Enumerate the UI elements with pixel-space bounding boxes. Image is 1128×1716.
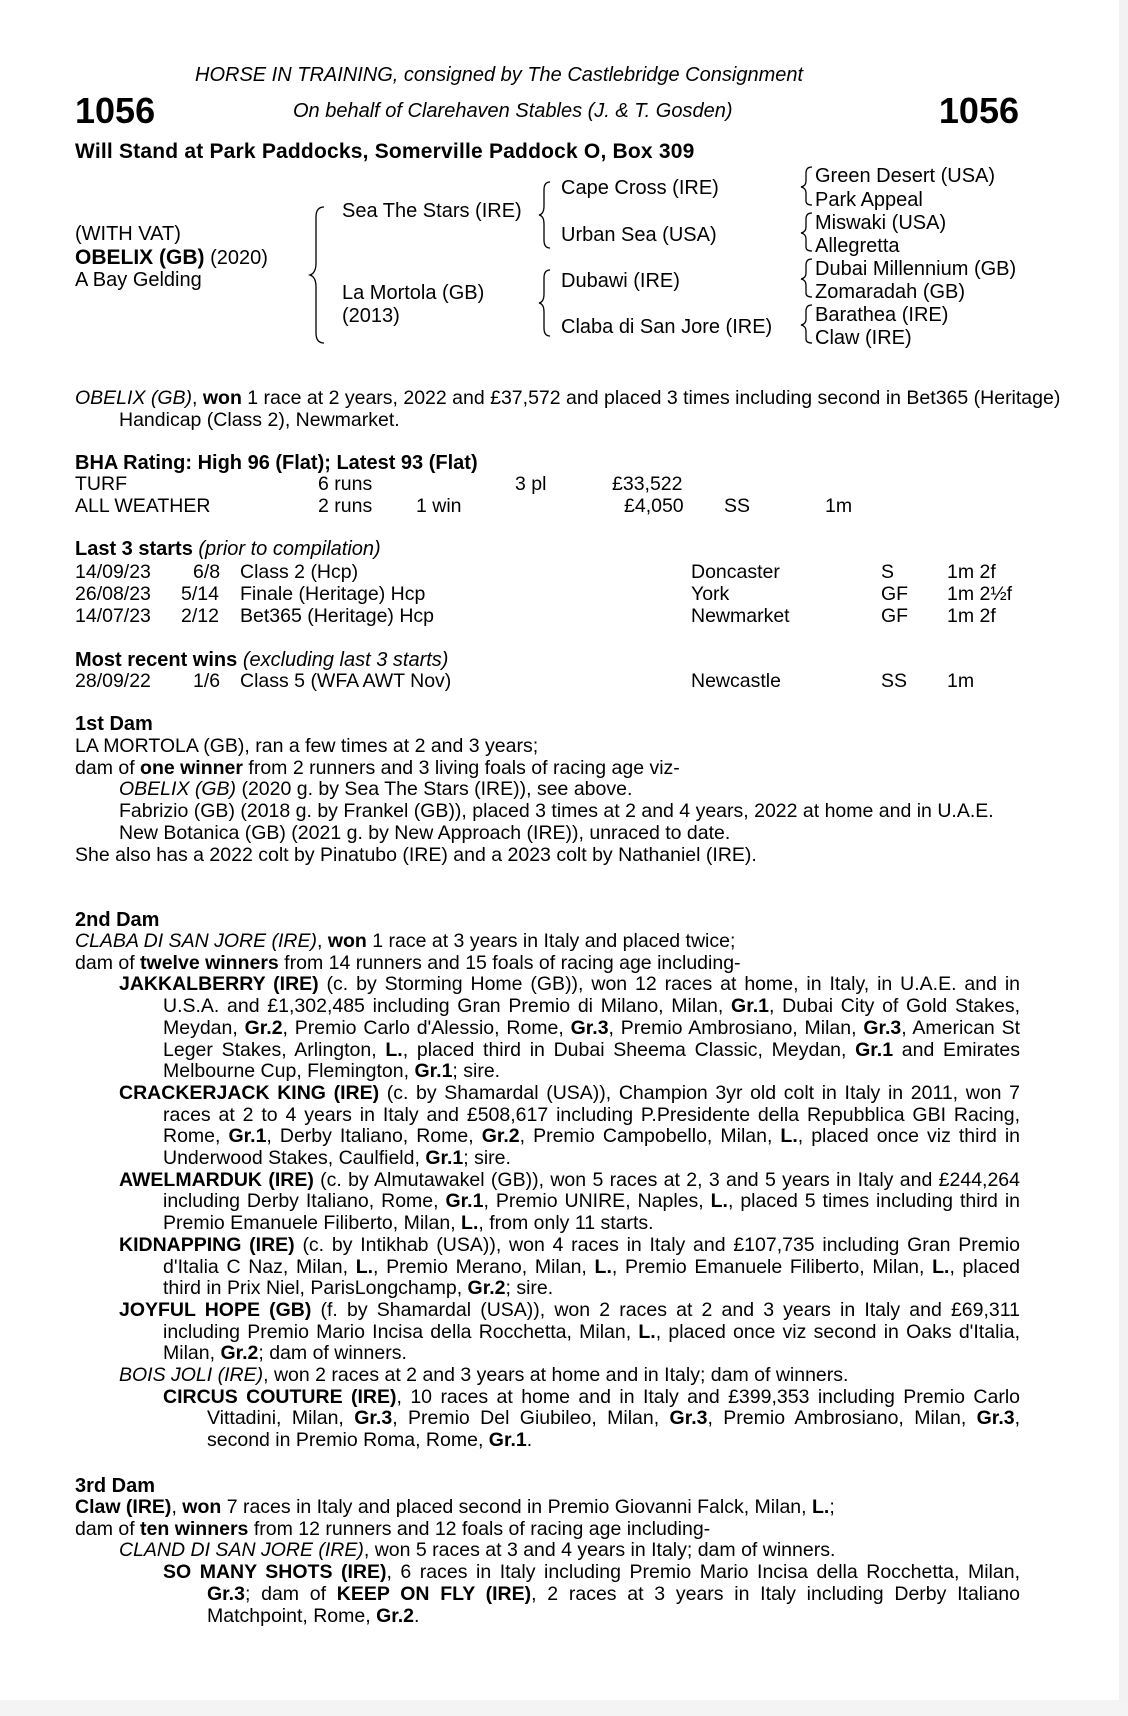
first-dam-note: She also has a 2022 colt by Pinatubo (IRE) and a 2023 colt by Nathaniel (IRE). bbox=[75, 843, 757, 866]
lot-number-left: 1056 bbox=[75, 90, 156, 131]
rating-placed: 3 pl bbox=[515, 473, 547, 495]
summary-text-1: 1 race at 2 years, 2022 and £37,572 and placed 3 times including second in bbox=[241, 387, 901, 409]
horse-name: OBELIX (GB) bbox=[75, 246, 205, 269]
start-position: 5/14 bbox=[181, 583, 219, 605]
start-course: Newmarket bbox=[691, 605, 790, 627]
stand-location: Will Stand at Park Paddocks, Somerville Paddock O, Box 309 bbox=[75, 140, 695, 163]
rating-wins: 1 win bbox=[416, 495, 462, 517]
ggp-8: Claw (IRE) bbox=[815, 327, 912, 349]
start-position: 2/12 bbox=[181, 605, 219, 627]
bha-rating-title: BHA Rating: High 96 (Flat); Latest 93 (Flat) bbox=[75, 452, 478, 474]
start-going: GF bbox=[881, 583, 909, 605]
pedigree-brace-g4 bbox=[800, 303, 814, 345]
rating-table bbox=[0, 474, 1128, 518]
ggp-2: Park Appeal bbox=[815, 189, 923, 211]
consignor-line: HORSE IN TRAINING, consigned by The Castlebridge Consignment bbox=[195, 64, 804, 86]
daughter-entry: BOIS JOLI (IRE), won 2 races at 2 and 3 years at home and in Italy; dam of winners. bbox=[119, 1364, 849, 1387]
start-distance: 1m 2f bbox=[947, 605, 996, 627]
start-date: 14/09/23 bbox=[75, 561, 151, 583]
ggp-3: Miswaki (USA) bbox=[815, 212, 947, 234]
rating-surface: ALL WEATHER bbox=[75, 495, 211, 517]
dam-name: La Mortola (GB) bbox=[342, 282, 485, 304]
ggp-1: Green Desert (USA) bbox=[815, 165, 996, 187]
win-course: Newcastle bbox=[691, 670, 781, 692]
vendor-line: On behalf of Clarehaven Stables (J. & T. Gosden) bbox=[293, 100, 733, 122]
start-race: Bet365 (Heritage) Hcp bbox=[240, 605, 435, 627]
pedigree-brace-dam bbox=[538, 268, 552, 338]
rating-going: SS bbox=[724, 495, 751, 517]
foal-entry: New Botanica (GB) (2021 g. by New Approach (IRE)), unraced to date. bbox=[119, 821, 731, 844]
pedigree-brace-sire bbox=[538, 180, 552, 250]
recent-wins-heading bbox=[75, 649, 448, 672]
start-race: Class 2 (Hcp) bbox=[240, 561, 359, 583]
sire: Sea The Stars (IRE) bbox=[342, 200, 522, 222]
win-going: SS bbox=[881, 670, 908, 692]
dam-dam: Claba di San Jore (IRE) bbox=[561, 316, 773, 338]
horse-description: A Bay Gelding bbox=[75, 269, 202, 291]
dam-year: (2013) bbox=[342, 305, 400, 327]
win-position: 1/6 bbox=[193, 670, 221, 692]
dam-sire: Dubawi (IRE) bbox=[561, 270, 680, 292]
third-dam-section bbox=[75, 1497, 1020, 1627]
rating-surface: TURF bbox=[75, 473, 127, 495]
win-race: Class 5 (WFA AWT Nov) bbox=[240, 670, 452, 692]
rating-runs: 6 runs bbox=[318, 473, 373, 495]
start-race: Finale (Heritage) Hcp bbox=[240, 583, 426, 605]
last3-subtitle: (prior to compilation) bbox=[192, 538, 381, 560]
ggp-5: Dubai Millennium (GB) bbox=[815, 258, 1017, 280]
ggp-4: Allegretta bbox=[815, 235, 900, 257]
winner-entry: JAKKALBERRY (IRE) (c. by Storming Home (GB)), won 12 races at home, in Italy, in U.A.E. and in U.S.A. and £1,302,485 including Gran Premio di Milano, Milan, Gr.1, Dubai City of Gold Stakes, Meydan, Gr.2, Premio Carlo d'Alessio, Rome, Gr.3, Premio Ambrosiano, Milan, Gr.3, American St Leger Stakes, Arlington, L., placed third in Dubai Sheema Classic, Meydan, Gr.1 and Emirates Melbourne Cup, Flemington, Gr.1; sire. bbox=[119, 973, 1020, 1083]
pedigree-brace-g2 bbox=[800, 211, 814, 253]
winner-entry: KIDNAPPING (IRE) (c. by Intikhab (USA)), won 4 races in Italy and £107,735 including Gran Premio d'Italia C Naz, Milan, L., Premio Merano, Milan, L., Premio Emanuele Filiberto, Milan, L., placed third in Prix Niel, ParisLongchamp, Gr.2; sire. bbox=[119, 1233, 1021, 1300]
pedigree-brace-g1 bbox=[800, 165, 814, 207]
last3-table bbox=[0, 562, 1128, 628]
recent-wins-subtitle: (excluding last 3 starts) bbox=[237, 649, 449, 671]
win-distance: 1m bbox=[947, 670, 975, 692]
summary-won: won bbox=[202, 387, 242, 409]
second-dam-title: 2nd Dam bbox=[75, 909, 160, 931]
first-dam-line: LA MORTOLA (GB), ran a few times at 2 and 3 years; bbox=[75, 735, 539, 757]
second-dam-produce-line: dam of twelve winners from 14 runners and 15 foals of racing age including- bbox=[75, 951, 741, 974]
foal-entry: Fabrizio (GB) (2018 g. by Frankel (GB)), placed 3 times at 2 and 4 years, 2022 at home and in U.A.E. bbox=[119, 800, 994, 823]
rating-distance: 1m bbox=[825, 495, 853, 517]
rating-runs: 2 runs bbox=[318, 495, 373, 517]
start-distance: 1m 2f bbox=[947, 561, 996, 583]
winner-entry: AWELMARDUK (IRE) (c. by Almutawakel (GB)), won 5 races at 2, 3 and 5 years in Italy and £244,264 including Derby Italiano, Rome, Gr.1, Premio UNIRE, Naples, L., placed 5 times including third in Premio Emanuele Filiberto, Milan, L., from only 11 starts. bbox=[119, 1168, 1021, 1235]
page-edge bbox=[1119, 0, 1128, 1716]
start-going: S bbox=[881, 561, 895, 583]
pedigree-brace-main bbox=[312, 205, 328, 345]
third-dam-produce-line: dam of ten winners from 12 runners and 12 foals of racing age including- bbox=[75, 1517, 711, 1540]
foal-entry: OBELIX (GB) (2020 g. by Sea The Stars (IRE)), see above. bbox=[119, 778, 633, 801]
ggp-7: Barathea (IRE) bbox=[815, 304, 949, 326]
pedigree-brace-g3 bbox=[800, 257, 814, 299]
recent-wins-table bbox=[0, 671, 1128, 693]
last3-title: Last 3 starts bbox=[75, 538, 193, 560]
sire-sire: Cape Cross (IRE) bbox=[561, 177, 719, 199]
summary-horse-name: OBELIX (GB) bbox=[75, 387, 193, 409]
start-course: York bbox=[691, 583, 730, 605]
sire-dam: Urban Sea (USA) bbox=[561, 224, 717, 246]
third-dam-title: 3rd Dam bbox=[75, 1475, 156, 1497]
second-dam-section bbox=[75, 931, 1020, 1452]
start-position: 6/8 bbox=[193, 561, 221, 583]
start-course: Doncaster bbox=[691, 561, 780, 583]
winner-entry: CIRCUS COUTURE (IRE), 10 races at home and in Italy and £399,353 including Premio Carlo Vittadini, Milan, Gr.3, Premio Del Giubileo, Milan, Gr.3, Premio Ambrosiano, Milan, Gr.3, second in Premio Roma, Rome, Gr.1. bbox=[163, 1385, 1021, 1452]
winner-entry: JOYFUL HOPE (GB) (f. by Shamardal (USA)), won 2 races at 2 and 3 years in Italy and £69,311 including Premio Mario Incisa della Rocchetta, Milan, L., placed once viz second in Oaks d'Italia, Milan, Gr.2; dam of winners. bbox=[119, 1298, 1020, 1365]
page-bottom-edge bbox=[0, 1700, 1128, 1716]
rating-earnings: £4,050 bbox=[624, 495, 684, 517]
start-distance: 1m 2½f bbox=[947, 583, 1013, 605]
summary-text-2: Bet365 (Heritage) Handicap (Class 2), Newmarket. bbox=[119, 387, 1061, 431]
third-dam-line: Claw (IRE), won 7 races in Italy and placed second in Premio Giovanni Falck, Milan, L.; bbox=[75, 1496, 835, 1518]
ggp-6: Zomaradah (GB) bbox=[815, 281, 966, 303]
recent-wins-title: Most recent wins bbox=[75, 649, 238, 671]
lot-number-right: 1056 bbox=[938, 90, 1019, 131]
horse-name-line bbox=[75, 246, 268, 270]
start-date: 26/08/23 bbox=[75, 583, 151, 605]
second-dam-line: CLABA DI SAN JORE (IRE), won 1 race at 3 years in Italy and placed twice; bbox=[75, 930, 736, 952]
win-date: 28/09/22 bbox=[75, 670, 151, 692]
first-dam-section bbox=[75, 736, 1020, 866]
first-dam-produce-line: dam of one winner from 2 runners and 3 living foals of racing age viz- bbox=[75, 756, 680, 779]
winner-entry: CRACKERJACK KING (IRE) (c. by Shamardal (USA)), Champion 3yr old colt in Italy in 2011, won 7 races at 2 to 4 years in Italy and £508,617 including P.Presidente della Repubblica GBI Racing, Rome, Gr.1, Derby Italiano, Rome, Gr.2, Premio Campobello, Milan, L., placed once viz third in Underwood Stakes, Caulfield, Gr.1; sire. bbox=[119, 1081, 1020, 1170]
first-dam-title: 1st Dam bbox=[75, 713, 153, 735]
start-going: GF bbox=[881, 605, 909, 627]
winner-entry: SO MANY SHOTS (IRE), 6 races in Italy including Premio Mario Incisa della Rocchetta, Milan, Gr.3; dam of KEEP ON FLY (IRE), 2 races at 3 years in Italy including Derby Italiano Matchpoint, Rome, Gr.2. bbox=[163, 1561, 1020, 1627]
start-date: 14/07/23 bbox=[75, 605, 151, 627]
vat-label: (WITH VAT) bbox=[75, 223, 181, 245]
rating-earnings: £33,522 bbox=[612, 473, 683, 495]
horse-year: (2020) bbox=[210, 247, 268, 269]
race-summary: OBELIX (GB), won 1 race at 2 years, 2022 and £37,572 and placed 3 times including second in Bet365 (Heritage) Handicap (Class 2), Newmarket. bbox=[75, 387, 1061, 431]
daughter-entry: CLAND DI SAN JORE (IRE), won 5 races at 3 and 4 years in Italy; dam of winners. bbox=[119, 1539, 836, 1562]
last3-heading bbox=[75, 538, 381, 561]
